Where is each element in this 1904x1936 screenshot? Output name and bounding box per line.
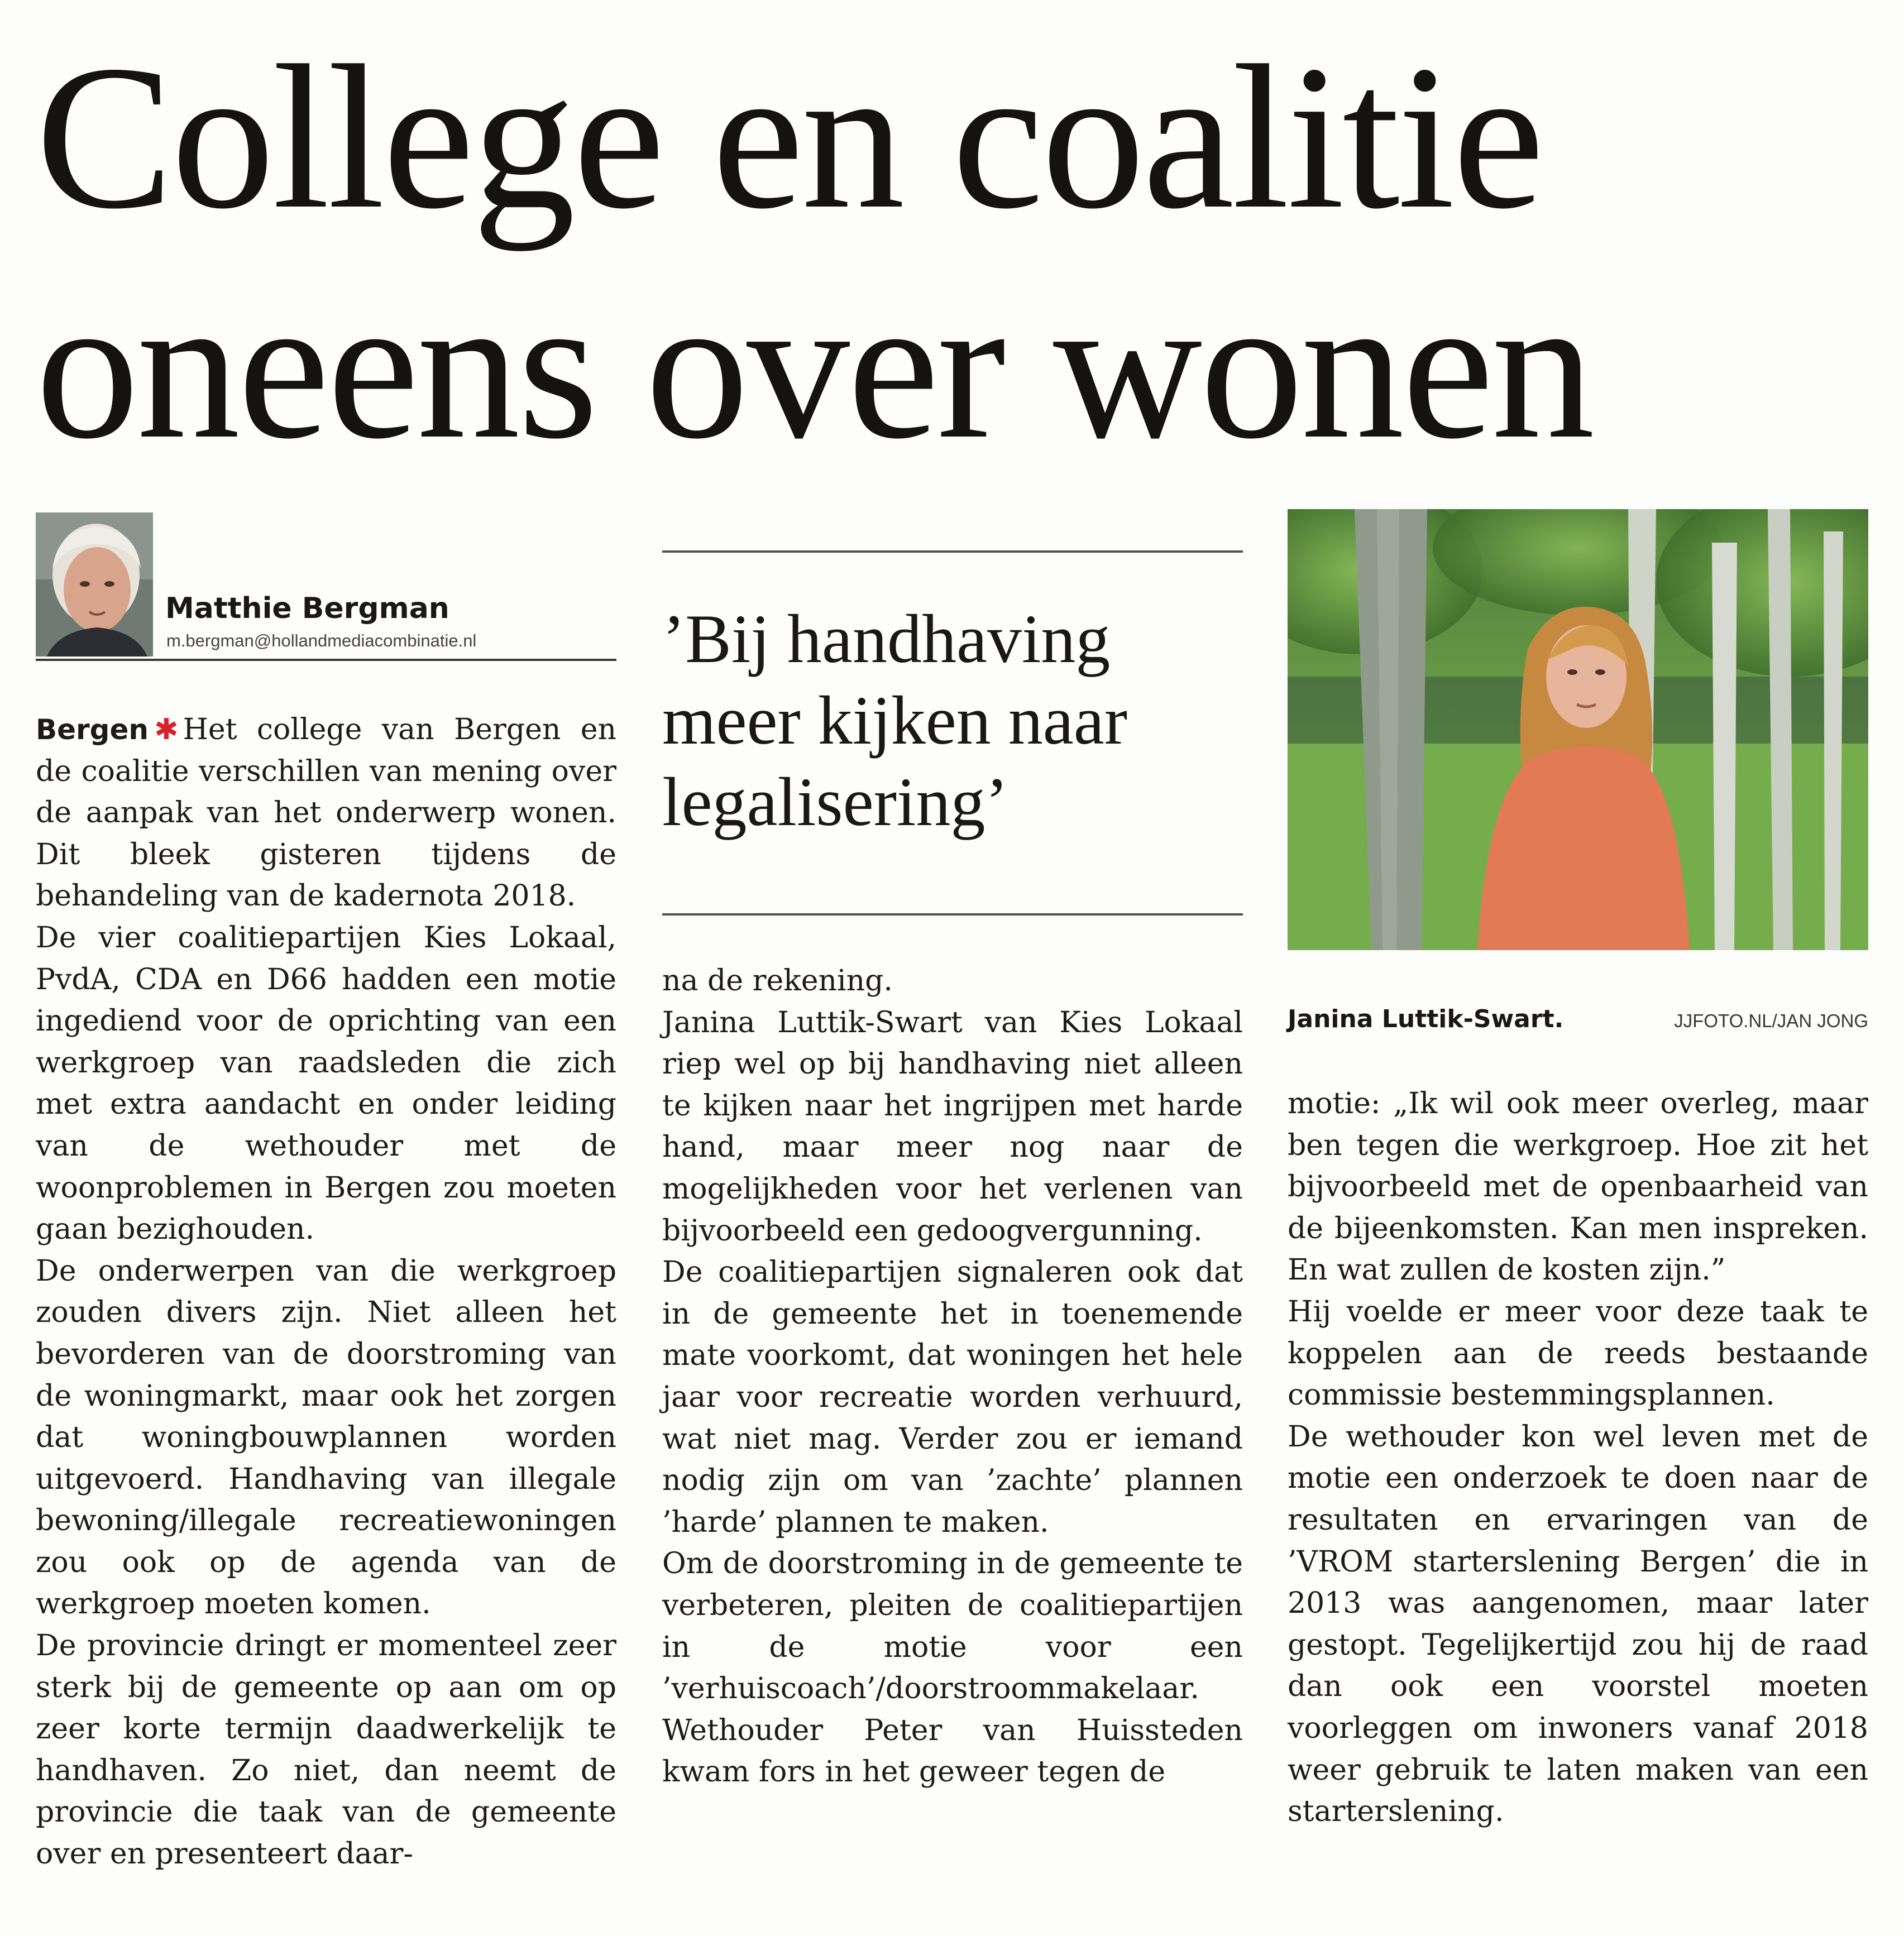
author-email: m.bergman@hollandmediacombinatie.nl [166, 631, 477, 650]
asterisk-icon: ✱ [154, 713, 179, 746]
article-photo [1288, 509, 1868, 950]
photo-credit: JJFOTO.NL/JAN JONG [1674, 1010, 1868, 1031]
paragraph: De vier coalitiepartijen Kies Lokaal, PvdA, CDA en D66 hadden een motie ingediend voor de oprichting van een werkgroep van raadsleden die zich met extra aandacht en onder leiding van de wethouder met de woonproblemen in Bergen zou moeten gaan bezighouden. [36, 921, 616, 1247]
paragraph: na de rekening. [662, 964, 893, 998]
pull-quote: ’Bij handhaving meer kijken naar legalisering’ [662, 601, 1128, 840]
paragraph: De provincie dringt er momenteel zeer sterk bij de gemeente op aan om op zeer korte termijn daadwerkelijk te handhaven. Zo niet, dan neemt de provincie die taak van de gemeente over en presenteert daar- [36, 1629, 616, 1871]
dateline: Bergen [36, 713, 149, 746]
paragraph: Hij voelde er meer voor deze taak te koppelen aan de reeds bestaande commissie bestemmingsplannen. [1288, 1295, 1868, 1412]
author-name: Matthie Bergman [165, 592, 449, 625]
paragraph: De onderwerpen van die werkgroep zouden divers zijn. Niet alleen het bevorderen van de doorstroming van de woningmarkt, maar ook het zorgen dat woningbouwplannen worden uitgevoerd. Handhaving van illegale bewoning/illegale recreatiewoningen zou ook op de agenda van de werkgroep moeten komen. [36, 1254, 616, 1621]
byline [36, 512, 616, 661]
headline-line-1: College en coalitie [36, 23, 1542, 252]
paragraph: De coalitiepartijen signaleren ook dat in de gemeente het in toenemende mate voorkomt, dat woningen het hele jaar voor recreatie worden verhuurd, wat niet mag. Verder zou er iemand nodig zijn om van ’zachte’ plannen ’harde’ plannen te maken. [662, 1255, 1243, 1539]
woman-among-trees-image [1288, 509, 1868, 950]
paragraph: Janina Luttik-Swart van Kies Lokaal riep wel op bij handhaving niet alleen te kijken naar het ingrijpen met harde hand, maar meer nog naar de mogelijkheden voor het verlenen van bijvoorbeeld een gedoogvergunning. [662, 1005, 1243, 1248]
paragraph: Om de doorstroming in de gemeente te verbeteren, pleiten de coalitiepartijen in de motie voor een ’verhuiscoach’/doorstroommakelaar. [662, 1547, 1243, 1706]
article-column-1 [36, 709, 616, 1875]
paragraph: Wethouder Peter van Huissteden kwam fors in het geweer tegen de [662, 1713, 1243, 1789]
headline [36, 22, 1878, 482]
caption-text: Janina Luttik-Swart. [1288, 1005, 1564, 1033]
author-photo [36, 512, 153, 656]
author-portrait-image [36, 512, 153, 656]
photo-caption [1288, 1005, 1868, 1038]
article-column-3 [1288, 1083, 1868, 1833]
paragraph: motie: „Ik wil ook meer overleg, maar ben tegen die werkgroep. Hoe zit het bijvoorbeeld met de openbaarheid van de bijeenkomsten. Kan men inspreken. En wat zullen de kosten zijn.” [1288, 1087, 1868, 1287]
article-column-2 [662, 960, 1243, 1793]
pull-quote-box [662, 550, 1243, 916]
paragraph: De wethouder kon wel leven met de motie een onderzoek te doen naar de resultaten en ervaringen van de ’VROM starterslening Bergen’ die in 2013 was aangenomen, maar later gestopt. Tegelijkertijd zou hij de raad dan ook een voorstel moeten voorleggen om inwoners vanaf 2018 weer gebruik te laten maken van een starterslening. [1288, 1420, 1868, 1829]
paragraph: Bergen ✱ Het college van Bergen en de coalitie verschillen van mening over de aanpak van het onderwerp wonen. Dit bleek gisteren tijdens de behandeling van de kadernota 2018. [36, 713, 616, 913]
headline-line-2: oneens over wonen [36, 253, 1593, 482]
